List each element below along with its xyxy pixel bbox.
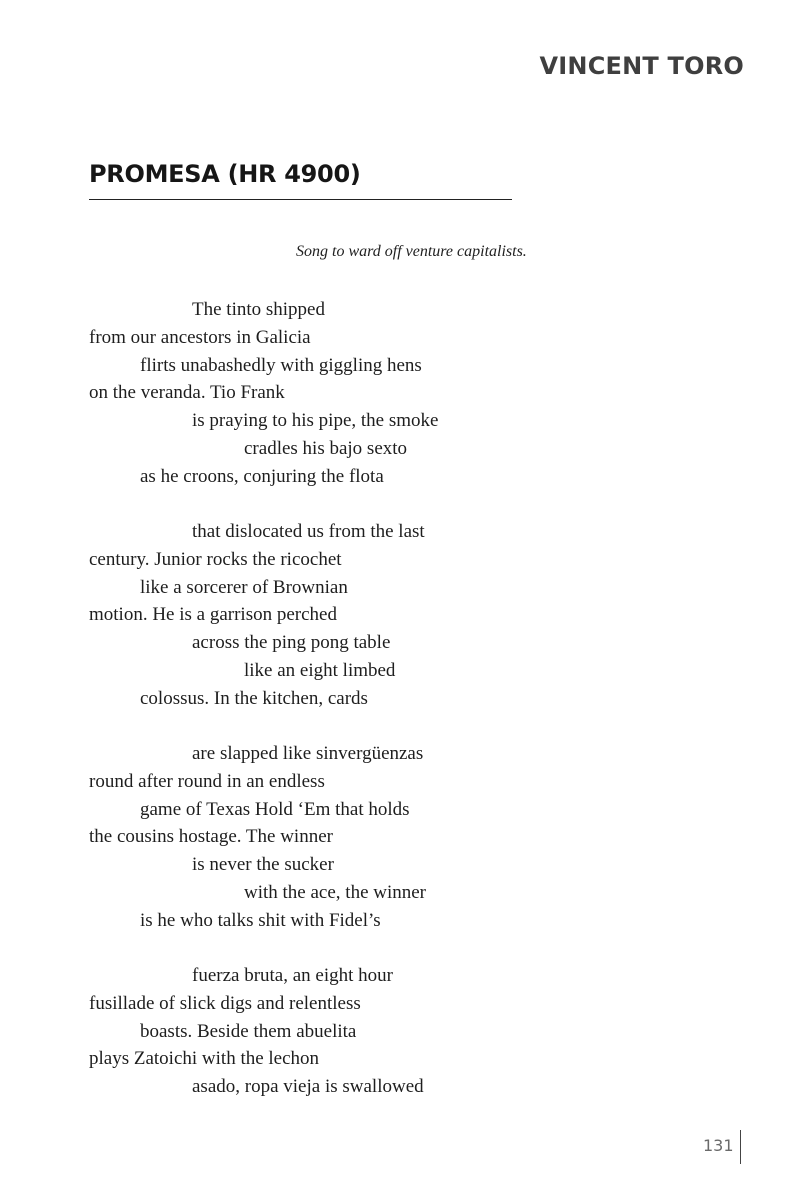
poem-title: PROMESA (HR 4900): [89, 160, 361, 188]
poem-line: century. Junior rocks the ricochet: [89, 549, 342, 570]
poem-line: flirts unabashedly with giggling hens: [140, 355, 422, 376]
poem-line: fusillade of slick digs and relentless: [89, 993, 361, 1014]
poem-line: as he croons, conjuring the flota: [140, 466, 384, 487]
poem-line: plays Zatoichi with the lechon: [89, 1048, 320, 1069]
running-header-author: VINCENT TORO: [539, 52, 744, 80]
poem-line: boasts. Beside them abuelita: [140, 1021, 357, 1042]
poem-line: motion. He is a garrison perched: [89, 604, 337, 625]
poem-line: the cousins hostage. The winner: [89, 826, 333, 847]
poem-line: round after round in an endless: [89, 771, 325, 792]
poem-line: like a sorcerer of Brownian: [140, 577, 348, 598]
poem-line: is never the sucker: [192, 854, 334, 875]
poem-line: is praying to his pipe, the smoke: [192, 410, 439, 431]
poem-line: across the ping pong table: [192, 632, 391, 653]
poem-line: asado, ropa vieja is swallowed: [192, 1076, 424, 1097]
poem-line: from our ancestors in Galicia: [89, 327, 311, 348]
page-number-rule: [740, 1130, 741, 1164]
poem-line: on the veranda. Tio Frank: [89, 382, 285, 403]
poem-line: game of Texas Hold ‘Em that holds: [140, 799, 410, 820]
poem-line: cradles his bajo sexto: [244, 438, 408, 459]
poem-line: colossus. In the kitchen, cards: [140, 688, 368, 709]
page-number: 131: [703, 1136, 734, 1155]
poem-line: that dislocated us from the last: [192, 521, 425, 542]
poem-line: is he who talks shit with Fidel’s: [140, 910, 381, 931]
poem-line: are slapped like sinvergüenzas: [192, 743, 424, 764]
poem-line: The tinto shipped: [192, 299, 325, 320]
poem-line: fuerza bruta, an eight hour: [192, 965, 393, 986]
poem-epigraph: Song to ward off venture capitalists.: [296, 243, 527, 260]
poem-line: like an eight limbed: [244, 660, 396, 681]
poem-line: with the ace, the winner: [244, 882, 427, 903]
